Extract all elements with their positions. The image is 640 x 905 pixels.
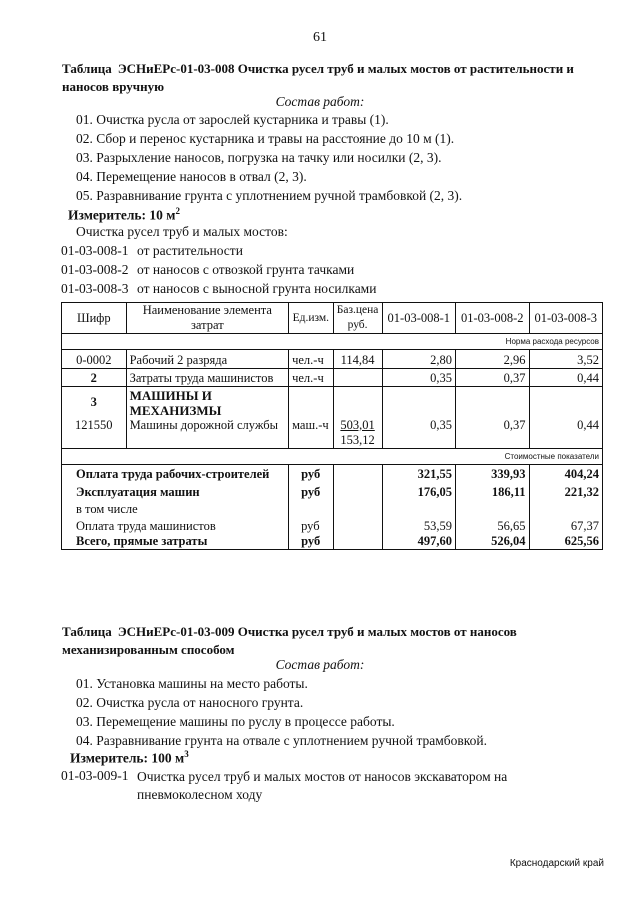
cell-norm-2: 186,11 bbox=[456, 482, 529, 500]
cell-norm-2: 2,96 bbox=[456, 350, 529, 369]
header-norm-2: 01-03-008-2 bbox=[456, 303, 529, 334]
cell-norm-1: 0,35 bbox=[382, 418, 455, 449]
cell-unit: маш.-ч bbox=[289, 418, 334, 449]
table2-composition-title: Состав работ: bbox=[275, 657, 365, 672]
table2-variant-text: Очистка русел труб и малых мостов от наносов экскаватором на пневмоколесном ходу bbox=[137, 769, 508, 802]
table2-variant-code: 01-03-009-1 bbox=[61, 768, 129, 783]
table1-work-item: 04. Перемещение наносов в отвал (2, 3). bbox=[76, 169, 307, 184]
header-name: Наименование элемента затрат bbox=[126, 303, 289, 334]
table-row bbox=[62, 482, 603, 500]
table2-label: Таблица bbox=[62, 624, 112, 639]
table-row bbox=[62, 350, 603, 369]
cell-name: Оплата труда рабочих-строителей bbox=[62, 465, 289, 483]
table2-work-item: 03. Перемещение машины по руслу в процессе работы. bbox=[76, 714, 395, 729]
cell-unit: руб bbox=[289, 465, 334, 483]
cell-name: в том числе bbox=[62, 500, 289, 517]
table2-work-item: 02. Очистка русла от наносного грунта. bbox=[76, 695, 304, 710]
table2-title-block bbox=[62, 623, 592, 659]
cell-norm-2: 339,93 bbox=[456, 465, 529, 483]
cell-code: 121550 bbox=[62, 418, 127, 449]
cell-norm-3: 625,56 bbox=[529, 534, 603, 550]
cell-code: 2 bbox=[62, 369, 127, 387]
cell-unit: чел.-ч bbox=[289, 369, 334, 387]
header-norm-3: 01-03-008-3 bbox=[529, 303, 603, 334]
table1-variant: 01-03-008-1 от растительности bbox=[61, 243, 243, 258]
header-unit: Ед.изм. bbox=[289, 303, 334, 334]
cell-name: Эксплуатация машин bbox=[62, 482, 289, 500]
cell-name: Рабочий 2 разряда bbox=[126, 350, 289, 369]
table1-label: Таблица bbox=[62, 61, 112, 76]
table1-composition-title: Состав работ: bbox=[275, 94, 365, 109]
table1-variant: 01-03-008-2 от наносов с отвозкой грунта тачками bbox=[61, 262, 355, 277]
cell-price: 114,84 bbox=[333, 350, 382, 369]
cell-unit: руб bbox=[289, 534, 334, 550]
cell-code: 0-0002 bbox=[62, 350, 127, 369]
cell-norm-3: 3,52 bbox=[529, 350, 603, 369]
table1-intro: Очистка русел труб и малых мостов: bbox=[76, 224, 288, 239]
cell-price bbox=[333, 369, 382, 387]
table1-title-block bbox=[62, 60, 592, 96]
cell-norm-1: 497,60 bbox=[382, 534, 455, 550]
cell-unit: чел.-ч bbox=[289, 350, 334, 369]
cell-name: МАШИНЫ И МЕХАНИЗМЫ bbox=[126, 387, 289, 419]
table-row bbox=[62, 369, 603, 387]
table-row bbox=[62, 418, 603, 449]
table-row bbox=[62, 465, 603, 483]
cell-name: Всего, прямые затраты bbox=[62, 534, 289, 550]
table-row bbox=[62, 500, 603, 517]
header-norm-1: 01-03-008-1 bbox=[382, 303, 455, 334]
cell-norm-2: 56,65 bbox=[456, 517, 529, 534]
cell-norm-1: 2,80 bbox=[382, 350, 455, 369]
cell-name: Затраты труда машинистов bbox=[126, 369, 289, 387]
table-header-row bbox=[62, 303, 603, 334]
price-value: 503,01 bbox=[340, 418, 375, 432]
cell-name: Оплата труда машинистов bbox=[62, 517, 289, 534]
table2-work-item: 04. Разравнивание грунта на отвале с уплотнением ручной трамбовкой. bbox=[76, 733, 488, 748]
section-row-norm bbox=[62, 334, 603, 350]
cell-norm-2: 0,37 bbox=[456, 369, 529, 387]
cell-norm-1: 53,59 bbox=[382, 517, 455, 534]
cell-norm-2: 526,04 bbox=[456, 534, 529, 550]
cell-norm-1: 0,35 bbox=[382, 369, 455, 387]
table1-work-item: 05. Разравнивание грунта с уплотнением ручной трамбовкой (2, 3). bbox=[76, 188, 463, 203]
cell-norm-3: 221,32 bbox=[529, 482, 603, 500]
table1-title: ЭСНиЕРс-01-03-008 Очистка русел труб и малых мостов от растительности и наносов вручную bbox=[62, 61, 574, 94]
cell-unit: руб bbox=[289, 517, 334, 534]
table-row bbox=[62, 534, 603, 550]
cell-unit: руб bbox=[289, 482, 334, 500]
price-value: 153,12 bbox=[340, 433, 375, 447]
table1-work-item: 03. Разрыхление наносов, погрузка на тачку или носилки (2, 3). bbox=[76, 150, 442, 165]
section-cost-label: Стоимостные показатели bbox=[62, 449, 603, 465]
table1-variant: 01-03-008-3 от наносов с выносной грунта носилками bbox=[61, 281, 377, 296]
table1-work-item: 02. Сбор и перенос кустарника и травы на расстояние до 10 м (1). bbox=[76, 131, 455, 146]
table-row bbox=[62, 517, 603, 534]
table2-meter: Измеритель: 100 $м^3$ bbox=[70, 749, 189, 766]
table2-title: ЭСНиЕРс-01-03-009 Очистка русел труб и малых мостов от наносов механизированным способом bbox=[62, 624, 517, 657]
cell-norm-1: 176,05 bbox=[382, 482, 455, 500]
cell-norm-3: 67,37 bbox=[529, 517, 603, 534]
cell-code: 3 bbox=[62, 387, 127, 419]
footer-region: Краснодарский край bbox=[509, 858, 604, 869]
header-code: Шифр bbox=[62, 303, 127, 334]
cell-name: Машины дорожной службы bbox=[126, 418, 289, 449]
section-row-cost bbox=[62, 449, 603, 465]
resource-norm-table bbox=[61, 302, 603, 550]
cell-norm-3: 0,44 bbox=[529, 369, 603, 387]
table2-work-item: 01. Установка машины на место работы. bbox=[76, 676, 308, 691]
header-price: Баз.цена руб. bbox=[333, 303, 382, 334]
cell-norm-3: 0,44 bbox=[529, 418, 603, 449]
table1-work-item: 01. Очистка русла от зарослей кустарника и травы (1). bbox=[76, 112, 389, 127]
cell-price bbox=[333, 418, 382, 449]
cell-norm-3: 404,24 bbox=[529, 465, 603, 483]
table1-meter: Измеритель: 10 $м^2$ bbox=[68, 206, 180, 223]
cell-norm-1: 321,55 bbox=[382, 465, 455, 483]
section-norm-label: Норма расхода ресурсов bbox=[62, 334, 603, 350]
page-number: 61 bbox=[313, 30, 327, 45]
cell-norm-2: 0,37 bbox=[456, 418, 529, 449]
table-row bbox=[62, 387, 603, 419]
